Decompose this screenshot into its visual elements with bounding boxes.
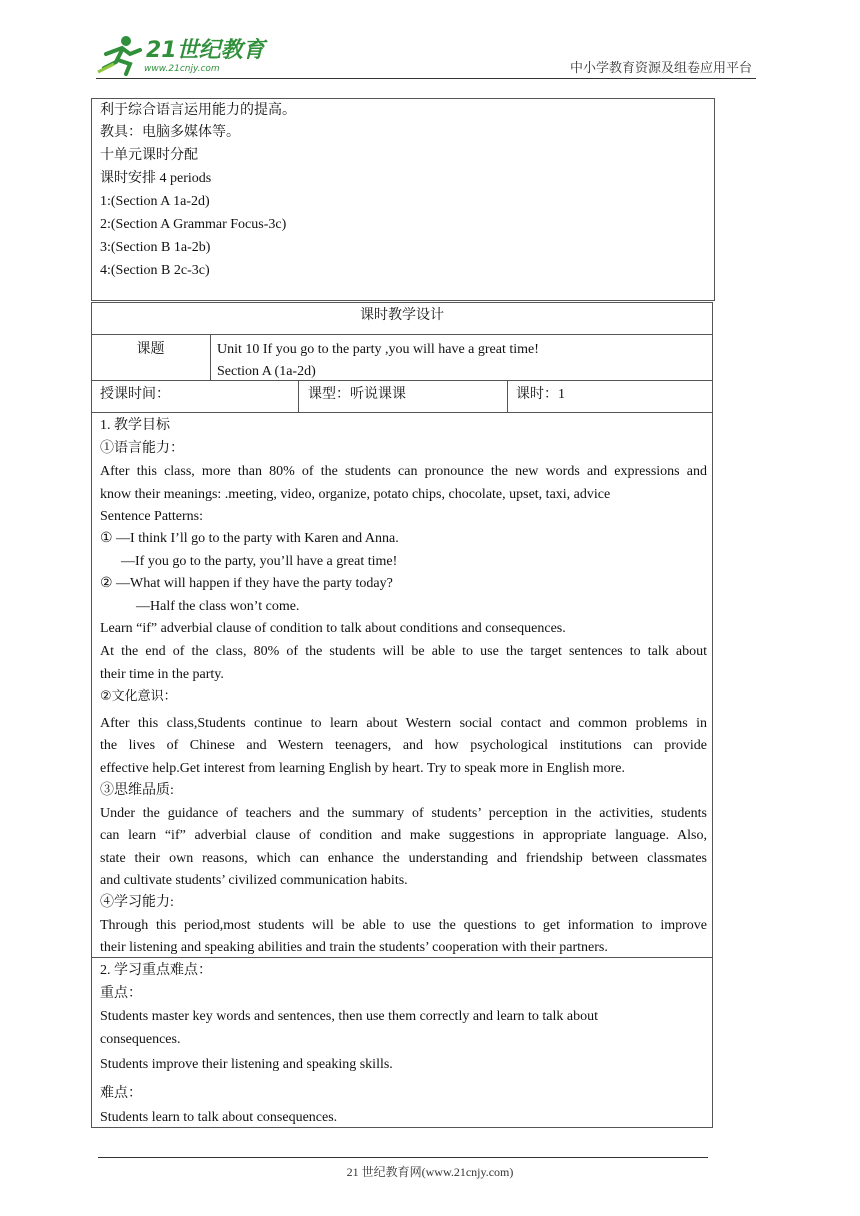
focus-line: consequences.	[100, 1032, 181, 1047]
objectives-heading: 1. 教学目标	[100, 418, 170, 433]
logo-url: www.21cnjy.com	[144, 64, 220, 74]
end-para-line: their time in the party.	[100, 667, 224, 682]
pattern-2b: —Half the class won’t come.	[136, 599, 300, 614]
focus-line: Students improve their listening and speaking skills.	[100, 1057, 393, 1072]
focus-label: 重点：	[100, 986, 142, 1001]
top-line-6: 2:(Section A Grammar Focus-3c)	[100, 217, 287, 232]
difficulty-line: Students learn to talk about consequences.	[100, 1110, 338, 1125]
culture-para-line: the lives of Chinese and Western teenagers, and how psychological institutions can provide	[100, 738, 707, 753]
thinking-para-line: Under the guidance of teachers and the summary of students’ perception in the activities, students	[100, 806, 707, 821]
thinking-para-line: state their own reasons, which can enhance the understanding and friendship between classmates	[100, 851, 707, 866]
period-label: 课时：1	[516, 387, 565, 402]
language-heading: ①语言能力：	[100, 441, 184, 456]
table-col-divider	[210, 334, 211, 381]
table-right-border	[712, 302, 713, 1128]
difficulty-label: 难点：	[100, 1086, 142, 1101]
patterns-label: Sentence Patterns:	[100, 509, 204, 524]
top-line-4: 课时安排 4 periods	[100, 171, 212, 186]
culture-para-line: After this class,Students continue to learn about Western social contact and common problems in	[100, 716, 707, 731]
platform-label: 中小学教育资源及组卷应用平台	[570, 60, 753, 75]
thinking-heading: ③思维品质:	[100, 783, 174, 798]
time-label: 授课时间：	[100, 387, 170, 402]
top-line-8: 4:(Section B 2c-3c)	[100, 263, 210, 278]
table-row-border	[91, 412, 713, 413]
logo-title: 21世纪教育	[146, 38, 265, 63]
pattern-1b: —If you go to the party, you’ll have a great time!	[121, 554, 398, 569]
topic-label: 课题	[136, 342, 165, 357]
type-label: 课型：听说课课	[308, 387, 406, 402]
language-para-line: know their meanings: .meeting, video, organize, potato chips, chocolate, upset, taxi, advice	[100, 487, 611, 502]
top-line-2: 教具：电脑多媒体等。	[100, 125, 240, 140]
table-col-divider	[507, 380, 508, 413]
learn-line: Learn “if” adverbial clause of condition to talk about conditions and consequences.	[100, 621, 566, 636]
pattern-2a: ② —What will happen if they have the party today?	[100, 576, 393, 591]
keypoints-heading: 2. 学习重点难点：	[100, 963, 212, 978]
table-top-border	[91, 302, 713, 303]
end-para-line: At the end of the class, 80% of the students will be able to use the target sentences to talk about	[100, 644, 707, 659]
header-divider	[96, 78, 756, 79]
topic-title: Unit 10 If you go to the party ,you will have a great time!	[217, 342, 539, 357]
table-title: 课时教学设计	[360, 308, 444, 323]
table-row-border	[91, 334, 713, 335]
learning-para-line: Through this period,most students will be able to use the questions to get information to improve	[100, 918, 707, 933]
top-line-3: 十单元课时分配	[100, 148, 198, 163]
learning-heading: ④学习能力:	[100, 895, 174, 910]
runner-logo-icon	[96, 34, 146, 76]
pattern-1a: ① —I think I’ll go to the party with Karen and Anna.	[100, 531, 399, 546]
culture-heading: ②文化意识：	[100, 689, 177, 704]
header	[0, 0, 860, 80]
focus-line: Students master key words and sentences, then use them correctly and learn to talk about	[100, 1009, 599, 1024]
table-left-border	[91, 302, 92, 1128]
top-line-5: 1:(Section A 1a-2d)	[100, 194, 210, 209]
table-row-border	[91, 380, 713, 381]
thinking-para-line: can learn “if” adverbial clause of condition and make suggestions in appropriate language. Also,	[100, 828, 707, 843]
footer-divider	[98, 1157, 708, 1158]
learning-para-line: their listening and speaking abilities and train the students’ cooperation with their partners.	[100, 940, 608, 955]
culture-para-line: effective help.Get interest from learning English by heart. Try to speak more in English more.	[100, 761, 626, 776]
thinking-para-line: and cultivate students’ civilized communication habits.	[100, 873, 408, 888]
top-line-1: 利于综合语言运用能力的提高。	[100, 103, 296, 118]
top-line-7: 3:(Section B 1a-2b)	[100, 240, 211, 255]
topic-section: Section A (1a-2d)	[217, 364, 316, 379]
table-col-divider	[298, 380, 299, 413]
language-para-line: After this class, more than 80% of the students can pronounce the new words and expressions and	[100, 464, 707, 479]
footer-text: 21 世纪教育网(www.21cnjy.com)	[346, 1165, 514, 1179]
